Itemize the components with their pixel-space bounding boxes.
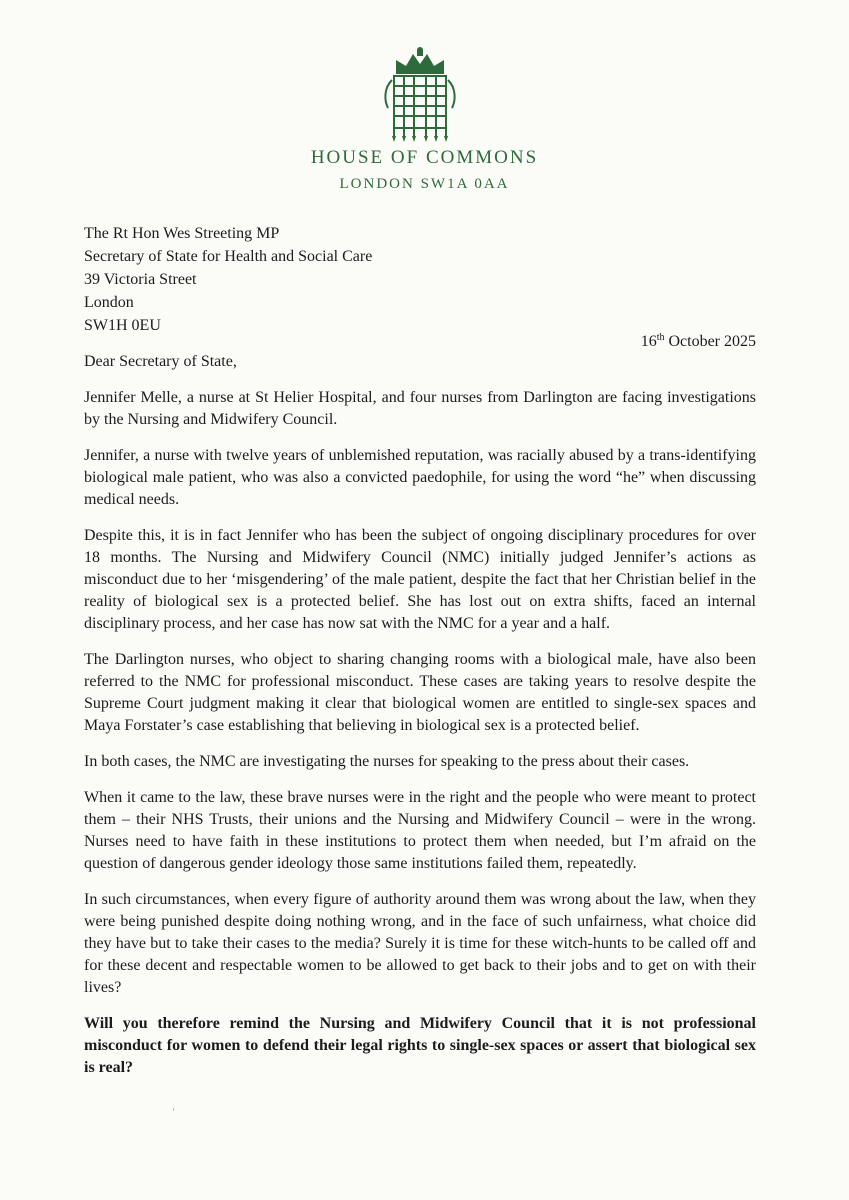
recipient-postcode: SW1H 0EU	[84, 317, 161, 334]
portcullis-crest-icon	[382, 44, 458, 144]
recipient-address-block	[84, 222, 372, 337]
recipient-street: 39 Victoria Street	[84, 271, 197, 288]
letter-date	[641, 332, 756, 351]
date-rest: October 2025	[668, 333, 756, 350]
recipient-name: The Rt Hon Wes Streeting MP	[84, 225, 280, 242]
closing-question: Will you therefore remind the Nursing and Midwifery Council that it is not professional misconduct for women to defend their legal rights to single-sex spaces or assert that biological sex is real?	[84, 1015, 756, 1076]
letter-body	[84, 387, 756, 1093]
paragraph: In such circumstances, when every figure of authority around them was wrong about the law, when they were being punished despite doing nothing wrong, and in the face of such unfairness, what choice did they have but to take their cases to the media? Surely it is time for these witch-hunts to be called off and for these decent and respectable women to be allowed to get back to their jobs and to get on with their lives?	[84, 891, 756, 996]
recipient-city: London	[84, 294, 134, 311]
paragraph: When it came to the law, these brave nurses were in the right and the people who were meant to protect them – their NHS Trusts, their unions and the Nursing and Midwifery Council – were in the wrong. Nurses need to have faith in these institutions to protect them when needed, but I’m afraid on the question of dangerous gender ideology those same institutions failed them, repeatedly.	[84, 789, 756, 872]
page-speck	[173, 1108, 174, 1111]
letterhead-address: LONDON SW1A 0AA	[339, 176, 510, 192]
recipient-position: Secretary of State for Health and Social Care	[84, 248, 373, 265]
paragraph: The Darlington nurses, who object to sharing changing rooms with a biological male, have also been referred to the NMC for professional misconduct. These cases are taking years to resolve despite the Supreme Court judgment making it clear that biological women are entitled to single-sex spaces and Maya Forstater’s case establishing that believing in biological sex is a protected belief.	[84, 651, 756, 734]
paragraph: In both cases, the NMC are investigating the nurses for speaking to the press about their cases.	[84, 753, 690, 770]
paragraph: Jennifer Melle, a nurse at St Helier Hospital, and four nurses from Darlington are facing investigations by the Nursing and Midwifery Council.	[84, 389, 756, 428]
date-day: 16	[640, 333, 657, 350]
paragraph: Jennifer, a nurse with twelve years of unblemished reputation, was racially abused by a trans-identifying biological male patient, who was also a convicted paedophile, for using the word “he” when discussing medical needs.	[84, 447, 756, 508]
paragraph: Despite this, it is in fact Jennifer who has been the subject of ongoing disciplinary procedures for over 18 months. The Nursing and Midwifery Council (NMC) initially judged Jennifer’s actions as misconduct due to her ‘misgendering’ of the male patient, despite the fact that her Christian belief in the reality of biological sex is a protected belief. She has lost out on extra shifts, faced an internal disciplinary process, and her case has now sat with the NMC for a year and a half.	[84, 527, 756, 632]
date-suffix: th	[656, 332, 665, 343]
letterhead-title: HOUSE OF COMMONS	[310, 147, 539, 168]
salutation: Dear Secretary of State,	[84, 353, 237, 370]
